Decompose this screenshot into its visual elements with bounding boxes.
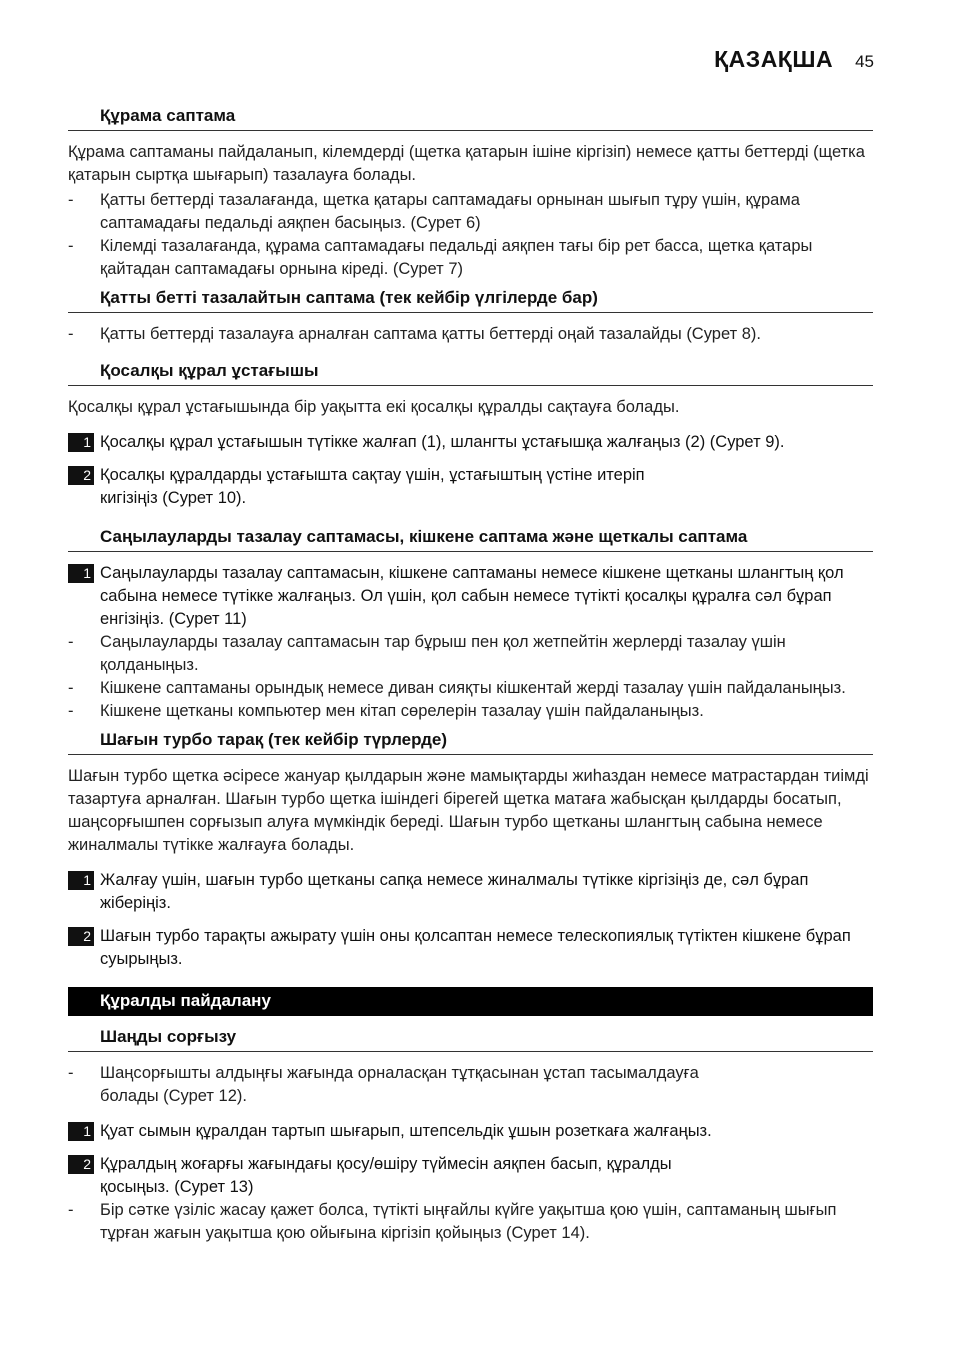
step-item: 1 Жалғау үшін, шағын турбо щетканы сапқа немесе жиналмалы түтікке кіргізіңіз де, сәл бұрап жіберіңіз. bbox=[68, 869, 873, 915]
section-heading-combination-nozzle: Құрама саптама bbox=[68, 105, 873, 131]
step-number: 2 bbox=[68, 1155, 94, 1174]
section-heading-hard-floor-nozzle: Қатты бетті тазалайтын саптама (тек кейбір үлгілерде бар) bbox=[68, 287, 873, 313]
section-heading-crevice-tool: Саңылауларды тазалау саптамасы, кішкене саптама және щеткалы саптама bbox=[68, 526, 873, 552]
paragraph: Шағын турбо щетка әсіресе жануар қылдарын және мамықтарды жиһаздан немесе матрастардан тиімді тазартуға арналған. Шағын турбо щетка ішіндегі бірегей щетка матаға жабысқан қылдарды босатып, шаңсорғышпен сорғызып алуға мүмкіндік береді. Шағын турбо щетканы шлангтың сабына немесе жиналмалы түтікке жалғауға болады. bbox=[68, 767, 869, 854]
list-item: - Қатты беттерді тазалауға арналған саптама қатты беттерді оңай тазалайды (Сурет 8). bbox=[68, 325, 761, 343]
list-item: - Бір сәтке үзіліс жасау қажет болса, түтікті ыңғайлы күйге уақытша қою үшін, саптаманың шығып тұрған жағын уақытша қою ойығына кіргізіп қойыңыз (Сурет 14). bbox=[68, 1201, 837, 1242]
page-content bbox=[68, 105, 873, 1245]
step-number: 1 bbox=[68, 564, 94, 583]
section-heading-mini-turbo-brush: Шағын турбо тарақ (тек кейбір түрлерде) bbox=[68, 729, 873, 755]
list-item: - Саңылауларды тазалау саптамасын тар бұрыш пен қол жетпейтін жерлерді тазалау үшін қолданыңыз. bbox=[68, 633, 786, 674]
step-number: 1 bbox=[68, 871, 94, 890]
list-item: - Кілемді тазалағанда, құрама саптамадағы педальді аяқпен тағы бір рет басса, щетка қатары қайтадан саптамадағы орнына кіреді. (Сурет 7) bbox=[68, 237, 813, 278]
page-number: 45 bbox=[855, 52, 874, 71]
list-item: - Шаңсорғышты алдыңғы жағында орналасқан тұтқасынан ұстап тасымалдауға болады (Сурет 12). bbox=[68, 1064, 699, 1105]
list-item: - Қатты беттерді тазалағанда, щетка қатары саптамадағы орнынан шығып тұру үшін, құрама саптамадағы педальді аяқпен басыңыз. (Сурет 6) bbox=[68, 191, 800, 232]
list-item: - Кішкене щетканы компьютер мен кітап сөрелерін тазалау үшін пайдаланыңыз. bbox=[68, 702, 704, 720]
step-number: 1 bbox=[68, 433, 94, 452]
step-number: 1 bbox=[68, 1122, 94, 1141]
section-heading-vacuum-cleaning: Шаңды сорғызу bbox=[68, 1026, 873, 1052]
section-heading-accessory-holder: Қосалқы құрал ұстағышы bbox=[68, 360, 873, 386]
step-number: 2 bbox=[68, 927, 94, 946]
step-item: 1 Қосалқы құрал ұстағышын түтікке жалғап (1), шлангты ұстағышқа жалғаңыз (2) (Сурет 9). bbox=[68, 431, 873, 454]
paragraph: Құрама саптаманы пайдаланып, кілемдерді (щетка қатарын ішіне кіргізіп) немесе қатты беттерді (щетка қатарын сыртқа шығарып) тазалауға болады. bbox=[68, 143, 865, 184]
step-item: 1 Саңылауларды тазалау саптамасын, кішкене саптаманы немесе кішкене щетканы шлангтың қол сабына немесе түтікке жалғаңыз. Ол үшін, қол сабын немесе түтікті қосалқы құралға сәл бұрап енгізіңіз. (Сурет 11) bbox=[68, 562, 873, 631]
language-label: ҚАЗАҚША bbox=[714, 46, 834, 72]
list-item: - Кішкене саптаманы орындық немесе диван сияқты кішкентай жерді тазалау үшін пайдаланыңыз. bbox=[68, 679, 846, 697]
step-item: 2 Қосалқы құралдарды ұстағышта сақтау үшін, ұстағыштың үстіне итеріп кигізіңіз (Сурет 10). bbox=[68, 464, 873, 510]
chapter-heading-using-appliance: Құралды пайдалану bbox=[68, 987, 873, 1016]
page-header bbox=[714, 46, 874, 73]
step-number: 2 bbox=[68, 466, 94, 485]
step-item: 2 Шағын турбо тарақты ажырату үшін оны қолсаптан немесе телескопиялық түтіктен кішкене бұрап суырыңыз. bbox=[68, 925, 873, 971]
step-item: 1 Қуат сымын құралдан тартып шығарып, штепсельдік ұшын розеткаға жалғаңыз. bbox=[68, 1120, 873, 1143]
paragraph: Қосалқы құрал ұстағышында бір уақытта екі қосалқы құралды сақтауға болады. bbox=[68, 398, 680, 416]
step-item: 2 Құралдың жоғарғы жағындағы қосу/өшіру түймесін аяқпен басып, құралды қосыңыз. (Сурет 13) bbox=[68, 1153, 873, 1199]
